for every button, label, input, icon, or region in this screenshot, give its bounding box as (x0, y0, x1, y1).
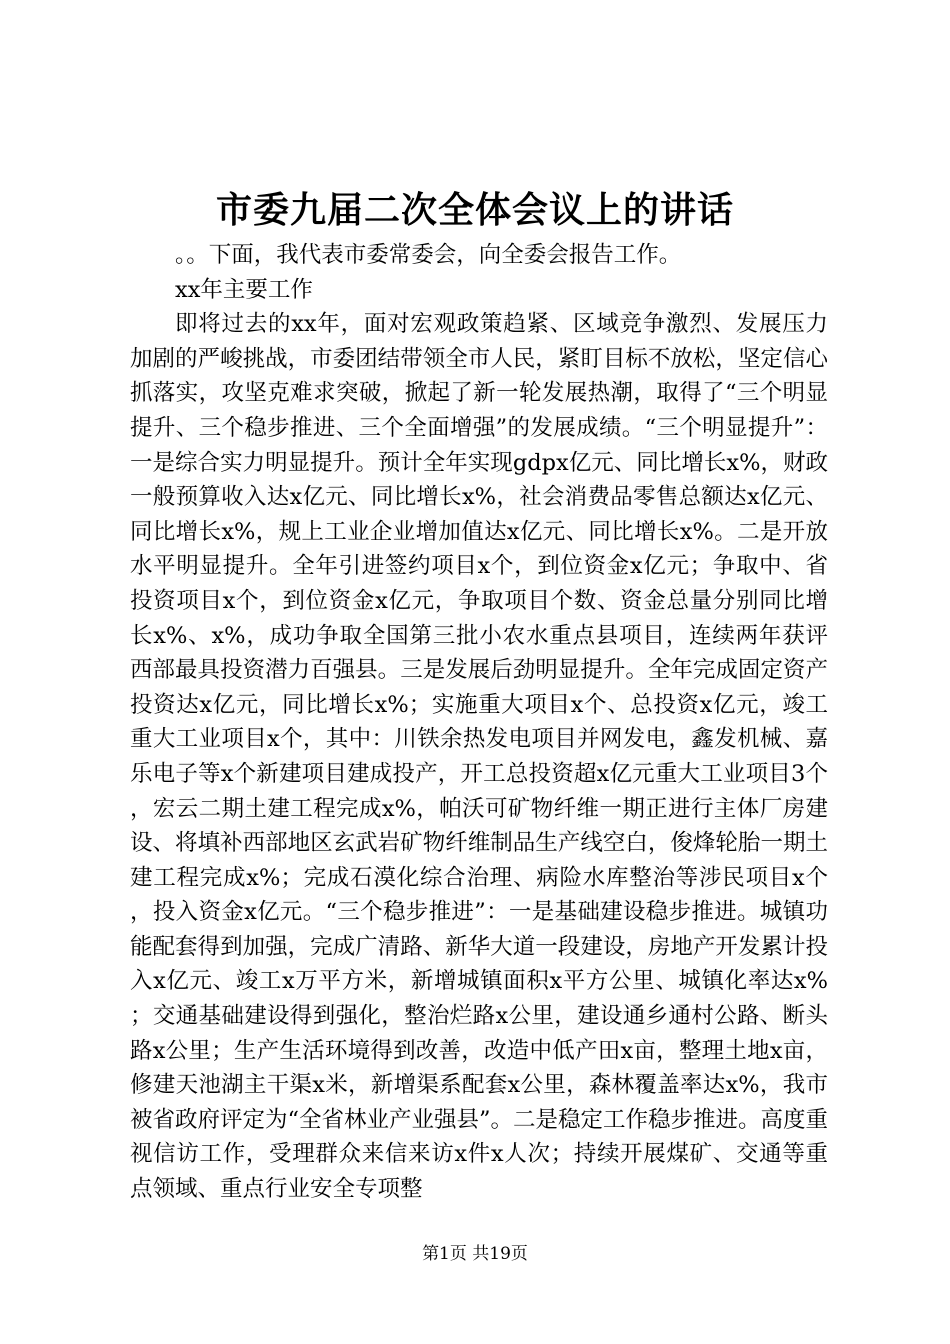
document-title: 市委九届二次全体会议上的讲话 (215, 189, 734, 231)
body-paragraph: 即将过去的xx年，面对宏观政策趋紧、区域竞争激烈、发展压力加剧的严峻挑战，市委团结带领全市人民，紧盯目标不放松，坚定信心抓落实，攻坚克难求突破，掀起了新一轮发展热潮，取得了“三个明显提升、三个稳步推进、三个全面增强”的发展成绩。“三个明显提升”：一是综合实力明显提升。预计全年实现gdpx亿元、同比增长x%，财政一般预算收入达x亿元、同比增长x%，社会消费品零售总额达x亿元、同比增长x%，规上工业企业增加值达x亿元、同比增长x%。二是开放水平明显提升。全年引进签约项目x个，到位资金x亿元；争取中、省投资项目x个，到位资金x亿元，争取项目个数、资金总量分别同比增长x%、x%，成功争取全国第三批小农水重点县项目，连续两年获评西部最具投资潜力百强县。三是发展后劲明显提升。全年完成固定资产投资达x亿元，同比增长x%；实施重大项目x个、总投资x亿元，竣工重大工业项目x个，其中：川铁余热发电项目并网发电，鑫发机械、嘉乐电子等x个新建项目建成投产，开工总投资超x亿元重大工业项目3个，宏云二期土建工程完成x%，帕沃可矿物纤维一期正进行主体厂房建设、将填补西部地区玄武岩矿物纤维制品生产线空白，俊烽轮胎一期土建工程完成x%；完成石漠化综合治理、病险水库整治等涉民项目x个，投入资金x亿元。“三个稳步推进”：一是基础建设稳步推进。城镇功能配套得到加强，完成广清路、新华大道一段建设，房地产开发累计投入x亿元、竣工x万平方米，新增城镇面积x平方公里、城镇化率达x%；交通基础建设得到强化，整治烂路x公里，建设通乡通村公路、断头路x公里；生产生活环境得到改善，改造中低产田x亩，整理土地x亩，修建天池湖主干渠x米，新增渠系配套x公里，森林覆盖率达x%，我市被省政府评定为“全省林业产业强县”。二是稳定工作稳步推进。高度重视信访工作，受理群众来信来访x件x人次；持续开展煤矿、交通等重点领域、重点行业安全专项整 (130, 311, 829, 1203)
page-number: 第1页 共19页 (422, 1244, 528, 1264)
intro-paragraph: 。。下面，我代表市委常委会，向全委会报告工作。 (175, 242, 682, 268)
section-heading: xx年主要工作 (175, 276, 313, 303)
document-body (130, 238, 828, 1207)
